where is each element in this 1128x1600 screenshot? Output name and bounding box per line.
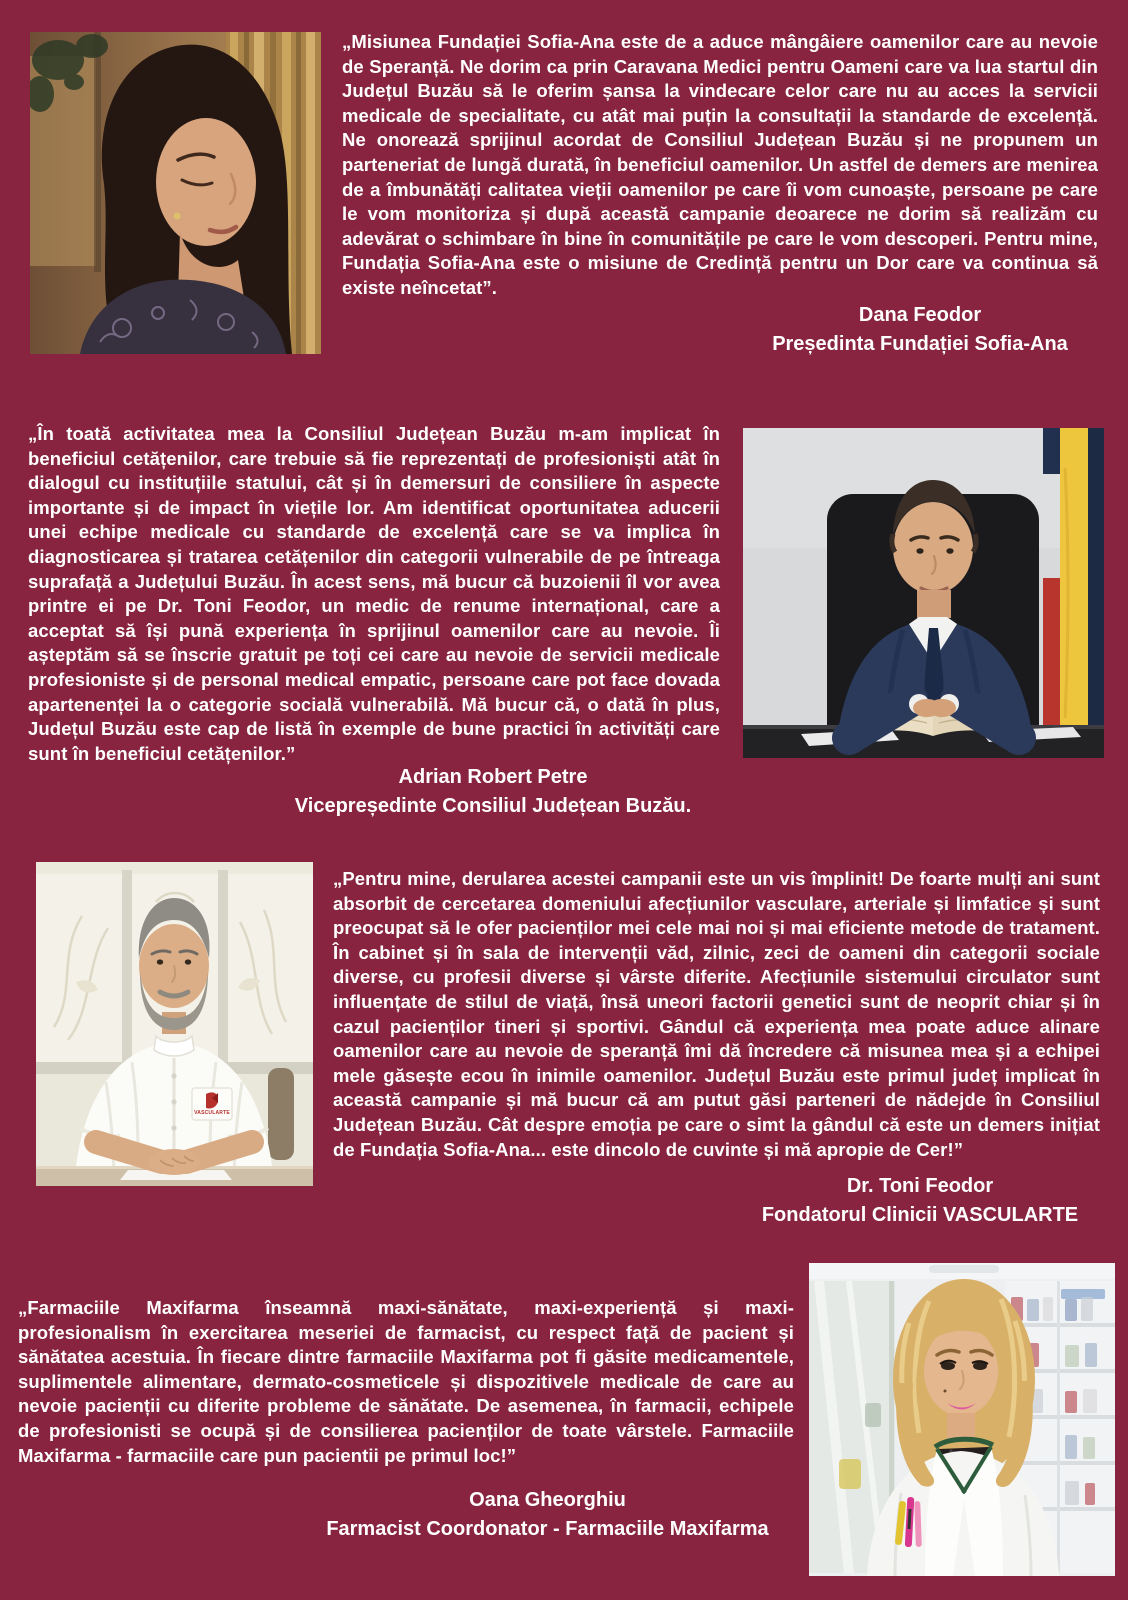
vascularte-pocket-logo [192,1088,232,1120]
attribution-name: Dana Feodor [858,304,982,326]
chair-back [268,1068,294,1160]
attribution-name: Oana Gheorghiu [469,1489,626,1511]
ceiling-light [929,1265,999,1273]
photo-dana-feodor [30,32,321,354]
quote-oana-gheorghiu: „Farmaciile Maxifarma înseamnă maxi-sănătate, maxi-experiență și maxi-profesionalism în exercitarea meseriei de farmacist, cu respect față de pacient și sănătatea acestuia. În fiecare dintre farmaciile Maxifarma pot fi găsite medicamentele, suplimentele alimentare, dermato-cosmeticele și dispozitivele medicale de care au nevoie pacienții cu diferite probleme de sănătate. De asemenea, în farmacii, echipele de profesionisti se ocupă și de consilierea pacienților de toate vârstele. Farmaciile Maxifarma - farmaciile care pun pacientii pe primul loc!” [18,1297,794,1466]
photo-oana-gheorghiu [809,1263,1115,1576]
attribution-name: Adrian Robert Petre [398,766,588,788]
attribution-role: Farmacist Coordonator - Farmaciile Maxifarma [326,1517,769,1540]
attribution-name: Dr. Toni Feodor [846,1175,994,1197]
portrait-toni-feodor-illustration [36,862,313,1186]
photo-adrian-robert-petre [743,428,1104,758]
attribution-toni-feodor [735,1172,1105,1229]
attribution-role: Președinta Fundației Sofia-Ana [772,332,1068,355]
attribution-role: Fondatorul Clinicii VASCULARTE [761,1203,1079,1226]
attribution-dana-feodor [735,301,1105,358]
quote-toni-feodor: „Pentru mine, derularea acestei campanii este un vis împlinit! De foarte mulți ani sunt absorbit de cercetarea domeniului afecțiunilor vasculare, arteriale și limfatice și sunt preocupat să le ofer pacienților mei cele mai noi și mai eficiente metode de tratament. În cabinet și în sala de intervenții văd, zilnic, zeci de oameni din categorii sociale diverse, cu profesii diverse și vârste diferite. Afecțiunile sistemului circulator sunt influențate de stilul de viață, însă uneori factorii genetici sunt de neoprit chiar și în cazul pacienților tineri și sportivi. Gândul că experiența mea poate aduce alinare oamenilor care au nevoie de speranță îmi dă încredere că misunea mea și a echipei mele găsește ecou în inimile oamenilor. Județul Buzău este primul județ implicat în această campanie și mă bucur că am putut găsi parteneri de nădejde în Consiliul Județean Buzău. Cât despre emoția pe care o simt la gândul că este un demers inițiat de Fundația Sofia-Ana... este dincolo de cuvinte și mă apropie de Cer!” [333,868,1100,1160]
portrait-dana-feodor-illustration [30,32,321,354]
earring [174,213,181,220]
quote-adrian-robert-petre: „În toată activitatea mea la Consiliul Județean Buzău m-am implicat în beneficiul cetățenilor, care trebuie să fie reprezentați de profesioniști atât în dialogul cu instituțiile statului, cât și în demersuri de consiliere în aspecte importante și de impact în viețile lor. Am identificat oportunitatea aducerii unei echipe medicale cu standarde de excelență care se va implica în diagnosticarea și tratarea cetățenilor din categorii vulnerabile de pe întreaga suprafață a Județului Buzău. În acest sens, mă bucur că buzoienii îl vor avea printre ei pe Dr. Toni Feodor, un medic de renume internațional, care a acceptat să își pună experiența în sprijinul oamenilor care au nevoie. Îi așteptăm să se înscrie gratuit pe toți cei care au nevoie de servicii medicale profesioniste și de personal medical empatic, persoane care pot face dovada apartenenței la o categorie socială vulnerabilă. Mă bucur că, o dată în plus, Județul Buzău este cap de listă în exemple de bune practici în activități care sunt în beneficiul cetățenilor.” [28,423,720,764]
portrait-adrian-robert-petre-illustration [743,428,1104,758]
quote-dana-feodor: „Misiunea Fundației Sofia-Ana este de a aduce mângâiere oamenilor care au nevoie de Speranță. Ne dorim ca prin Caravana Medici pentru Oameni care va lua startul din Județul Buzău să le oferim șansa la vindecare celor care nu au acces la servicii medicale de specialitate, cu atât mai puțin la consultații la standarde de excelență. Ne onorează sprijinul acordat de Consiliul Județean Buzău și ne propunem un parteneriat de lungă durată, în beneficiul oamenilor. Un astfel de demers are menirea de a îmbunătăți calitatea vieții oamenilor pe care îi vom cunoaște, persoane pe care le vom monitoriza și după această campanie deoarece ne dorim să realizăm cu adevărat o schimbare în bine în comunitățile pe care le vom descoperi. Pentru mine, Fundația Sofia-Ana este o misiune de Credință pentru un Dor care va continua să existe neîncetat”. [342,31,1098,298]
attribution-role: Vicepreședinte Consiliul Județean Buzău. [294,794,692,817]
attribution-oana-gheorghiu [300,1486,795,1543]
vascularte-logo-text: VASCULARTE [194,1110,230,1116]
photo-toni-feodor [36,862,313,1186]
attribution-adrian-robert-petre [248,763,738,820]
portrait-oana-gheorghiu-illustration [809,1263,1115,1576]
